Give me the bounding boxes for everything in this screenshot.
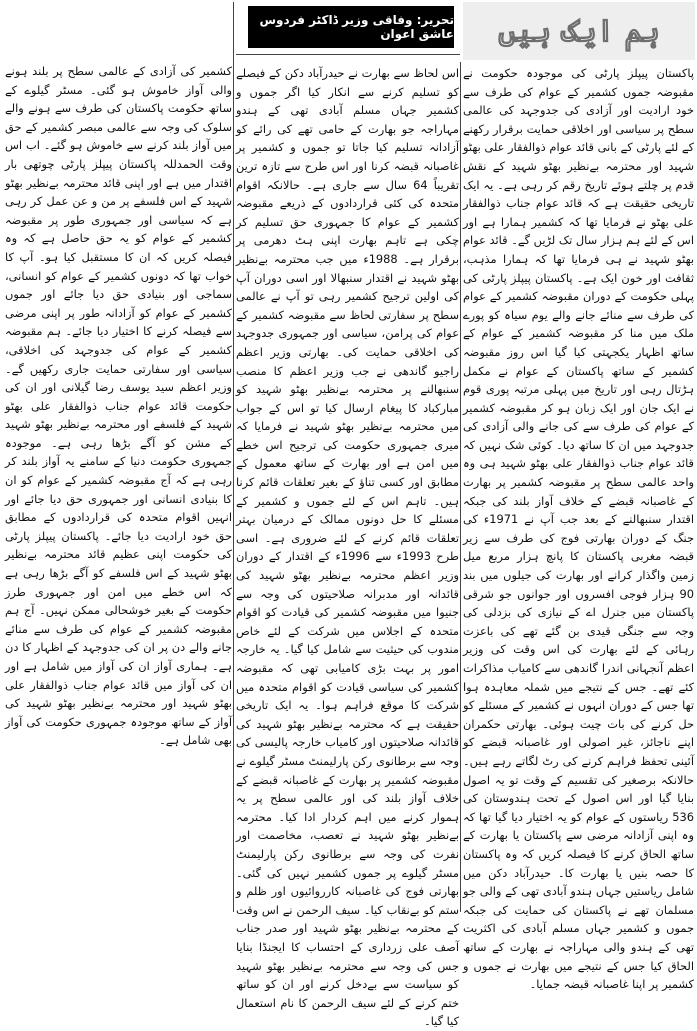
author-byline: تحریر: وفاقی وزیر ڈاکٹر فردوس عاشق اعوان (248, 6, 454, 48)
column-divider (460, 62, 461, 912)
article-column-3 (5, 62, 232, 910)
article-heading-box (463, 2, 695, 60)
article-column-1 (463, 64, 694, 992)
column-text: کشمیر کی آزادی کے عالمی سطح پر بلند ہونے والی آواز خاموش ہو گئی۔ مسٹر گیلوے کے ساتھ حکومت پاکستان کی طرف سے ہونے والے سلوک کی وجہ سے عالمی مبصر کشمیر کے حق میں آواز بلند کرنے سے خاموش ہو گئے۔ اب اس وقت الحمدللہ پاکستان پیپلز پارٹی چوتھی بار اقتدار میں ہے اور اپنی قائد محترمہ بےنظیر بھٹو شہید کے اس فلسفے پر من و عن عمل کر رہی ہے کہ سیاسی اور جمہوری طور پر مقبوضہ کشمیر کے عوام کو یہ حق حاصل ہے کہ وہ فیصلہ کریں کہ ان کا مستقبل کیا ہو۔ آپ کا خواب تھا کہ دونوں کشمیر کے عوام کو انسانی، سماجی اور بنیادی حق دیا جائے اور جموں کشمیر کے عوام کو آزادانہ طور پر اپنی مرضی سے فیصلہ کرنے کا اختیار دیا جائے۔ ہم مقبوضہ کشمیر کے عوام کی جدوجہد کی اخلاقی، سیاسی اور سفارتی حمایت جاری رکھیں گے۔ وزیر اعظم سید یوسف رضا گیلانی اور ان کی حکومت قائد عوام جناب ذوالفقار علی بھٹو شہید کے فلسفے اور محترمہ بےنظیر بھٹو شہید کے مشن کو آگے بڑھا رہی ہے۔ موجودہ جمہوری حکومت دنیا کے سامنے یہ آواز بلند کر رہی ہے کہ آج مقبوضہ کشمیر کے عوام کو ان کا بنیادی انسانی اور جمہوری حق دیا جائے اور انہیں اقوام متحدہ کی قراردادوں کے مطابق حق خود ارادیت دیا جائے۔ پاکستان پیپلز پارٹی کی حکومت اپنی عظیم قائد محترمہ بےنظیر بھٹو شہید کے اس فلسفے کو آگے بڑھا رہی ہے کہ اس خطے میں امن اور جمہوری طرز حکومت کے بغیر خوشحالی ممکن نہیں۔ آج ہم مقبوضہ کشمیر کے عوام کی طرف سے منائے جانے والے دن پر ان کی جدوجہد کے اظہار کا دن ہے۔ ہماری آواز ان کی آواز میں شامل ہے اور ان کی آواز میں قائد عوام جناب ذوالفقار علی بھٹو شہید اور محترمہ بےنظیر بھٹو شہید کی آواز کے ساتھ موجودہ جمہوری حکومت کی آواز بھی شامل ہے۔ (5, 64, 232, 748)
divider (236, 54, 460, 55)
article-column-2 (236, 64, 460, 1029)
column-text: پاکستان پیپلز پارٹی کی موجودہ حکومت نے مقبوضہ جموں کشمیر کے عوام کی طرف سے خود ارادیت اور آزادی کی جدوجہد کی عالمی سطح پر سیاسی اور اخلاقی حمایت برقرار رکھنے کے لئے پارٹی کے بانی قائد عوام ذوالفقار علی بھٹو شہید اور محترمہ بےنظیر بھٹو شہید کے نقش قدم پر چلتے ہوئے تاریخ رقم کر رہی ہے۔ یہ ایک تاریخی حقیقت ہے کہ قائد عوام جناب ذوالفقار علی بھٹو نے فرمایا تھا کہ کشمیر ہمارا ہے اور اس کے لئے ہم ہزار سال تک لڑیں گے۔ قائد عوام بھٹو شہید نے ہی فرمایا تھا کہ ہمارا مذہب، ثقافت اور خون ایک ہے۔ پاکستان پیپلز پارٹی کی پہلی حکومت کے دوران مقبوضہ کشمیر کے عوام کی طرف سے منائے جانے والے یوم سیاہ کو پورے ملک میں منا کر مقبوضہ کشمیر کے عوام کے ساتھ اظہار یکجہتی کیا گیا اس روز مقبوضہ کشمیر کے ساتھ پاکستان کے عوام نے مکمل ہڑتال رہی اور تاریخ میں پہلی مرتبہ پوری قوم نے ایک جان اور ایک زبان ہو کر مقبوضہ کشمیر کے عوام کی طرف سے کی جانے والی آزادی کی جدوجہد میں ان کا ساتھ دیا۔ کوئی شک نہیں کہ قائد عوام جناب ذوالفقار علی بھٹو شہید ہی وہ واحد عالمی سطح پر مقبوضہ کشمیر پر بھارت کے غاصبانہ قبضے کے خلاف آواز بلند کی جبکہ اقتدار سنبھالنے کے بعد جب آپ نے 1971ء کی جنگ کے دوران بھارتی فوج کی طرف سے زیر قبضہ مغربی پاکستان کا پانچ ہزار مربع میل زمین واگذار کرانے اور بھارت کی جیلوں میں بند 90 ہزار فوجی افسروں اور جوانوں جو شرقی پاکستان میں جنرل اے کے نیازی کی بزدلی کی وجہ سے جنگی قیدی بن گئے تھے کی باعزت رہائی کے لئے بھارت کی اس وقت کی وزیر اعظم آنجہانی اندرا گاندھی سے کامیاب مذاکرات کئے تھے۔ جس کے نتیجے میں شملہ معاہدہ ہوا تھا جس کے دوران انہوں نے کشمیر کے مسئلے کو حل کرنے کی بات چیت ہوئی۔ بھارتی حکمران اپنے ناجائز، غیر اصولی اور غاصبانہ قبضے کو آئینی تحفظ فراہم کرنے کی رٹ لگاتے رہے ہیں۔ حالانکہ برصغیر کی تقسیم کے وقت تو یہ اصول بنایا گیا اور اس اصول کے تحت ہندوستان کی 536 ریاستوں کے عوام کو یہ اختیار دیا گیا تھا کہ وہ اپنی آزادانہ مرضی سے پاکستان یا بھارت کے ساتھ الحاق کرنے کا فیصلہ کریں کہ وہ پاکستان کا حصہ بنیں یا بھارت کا۔ حیدرآباد دکن میں شامل ریاستیں جہاں ہندو آبادی تھی کے والی جو مسلمان تھے نے پاکستان کی حمایت کی جبکہ جموں و کشمیر جہاں مسلم آبادی کی اکثریت تھی کے ہندو والی مہاراجہ نے بھارت کے ساتھ الحاق کیا جس کے نتیجے میں بھارت نے جموں و کشمیر پر اپنا غاصبانہ قبضہ جمایا۔ (463, 66, 694, 992)
article-heading: ہم ایک ہیں (498, 13, 660, 49)
column-divider (233, 2, 234, 912)
column-text: اس لحاظ سے بھارت نے حیدرآباد دکن کے فیصلے کو تسلیم کرنے سے انکار کیا اگر جموں و کشمیر جہاں مسلم آبادی تھی کے ہندو مہاراجہ جو بھارت کے حامی تھے کی رائے کو آزادانہ تسلیم کیا جاتا تو جموں و کشمیر پر غاصبانہ قبضہ کرنا اور اس طرح سے تازہ ترین تقریباً 64 سال سے جاری ہے۔ حالانکہ اقوام متحدہ کی کئی قراردادوں کے ذریعے مقبوضہ کشمیر کے عوام کا جمہوری حق تسلیم کر چکی ہے تاہم بھارت اپنی ہٹ دھرمی پر برقرار ہے۔ 1988ء میں جب محترمہ بےنظیر بھٹو شہید نے اقتدار سنبھالا اور اسی دوران آپ کی اولین ترجیح کشمیر رہی تو آپ نے عالمی سطح پر سفارتی لحاظ سے مقبوضہ کشمیر کے عوام کی پرامن، سیاسی اور جمہوری جدوجہد کی اخلاقی حمایت کی۔ بھارتی وزیر اعظم راجیو گاندھی نے جب وزیر اعظم کا منصب سنبھالنے پر محترمہ بےنظیر بھٹو شہید کو مبارکباد کا پیغام ارسال کیا تو اس کے جواب میں محترمہ بےنظیر بھٹو شہید نے فرمایا کہ میری جمہوری حکومت کی ترجیح اس خطے میں امن ہے اور بھارت کے ساتھ معمول کے مطابق اور کسی تناؤ کے بغیر تعلقات قائم کرنا ہیں۔ تاہم اس کے لئے جموں و کشمیر کے مسئلے کا حل دونوں ممالک کے درمیان بہتر تعلقات قائم کرنے کے لئے ضروری ہے۔ اسی طرح 1993ء سے 1996ء کے اقتدار کے دوران وزیر اعظم محترمہ بےنظیر بھٹو شہید کی قائدانہ اور مدبرانہ صلاحیتوں کی وجہ سے جنیوا میں مقبوضہ کشمیر کی قیادت کو اقوام متحدہ کے اجلاس میں شرکت کے لئے خاص مندوب کی حیثیت سے شامل کیا گیا۔ یہ خارجہ امور پر بہت بڑی کامیابی تھی کہ مقبوضہ کشمیر کی سیاسی قیادت کو اقوام متحدہ میں شرکت کا موقع فراہم ہوا۔ یہ ایک تاریخی حقیقت ہے کہ محترمہ بےنظیر بھٹو شہید کی قائدانہ صلاحیتوں اور کامیاب خارجہ پالیسی کی وجہ سے برطانوی رکن پارلیمنٹ مسٹر گیلوے نے مقبوضہ کشمیر پر بھارت کے غاصبانہ قبضے کے خلاف آواز بلند کی اور عالمی سطح پر یہ ہموار کرنے میں اہم کردار ادا کیا۔ محترمہ بےنظیر بھٹو شہید نے تعصب، مخاصمت اور نفرت کی وجہ سے برطانوی رکن پارلیمنٹ مسٹر گیلوے پر جموں کشمیر نہیں کی گئی۔ بھارتی فوج کی غاصبانہ کارروائیوں اور ظلم و ستم کو بےنقاب کیا۔ سیف الرحمن نے اس وقت کے محترمہ بےنظیر بھٹو شہید اور صدر جناب آصف علی زرداری کے احتساب کا ایجنڈا بنایا جس کی وجہ سے محترمہ بےنظیر بھٹو شہید کو سیاست سے بےدخل کرنے اور ان کو ساتھ ختم کرنے کے لئے سیف الرحمن کا نام استعمال کیا گیا۔ (236, 66, 460, 1029)
